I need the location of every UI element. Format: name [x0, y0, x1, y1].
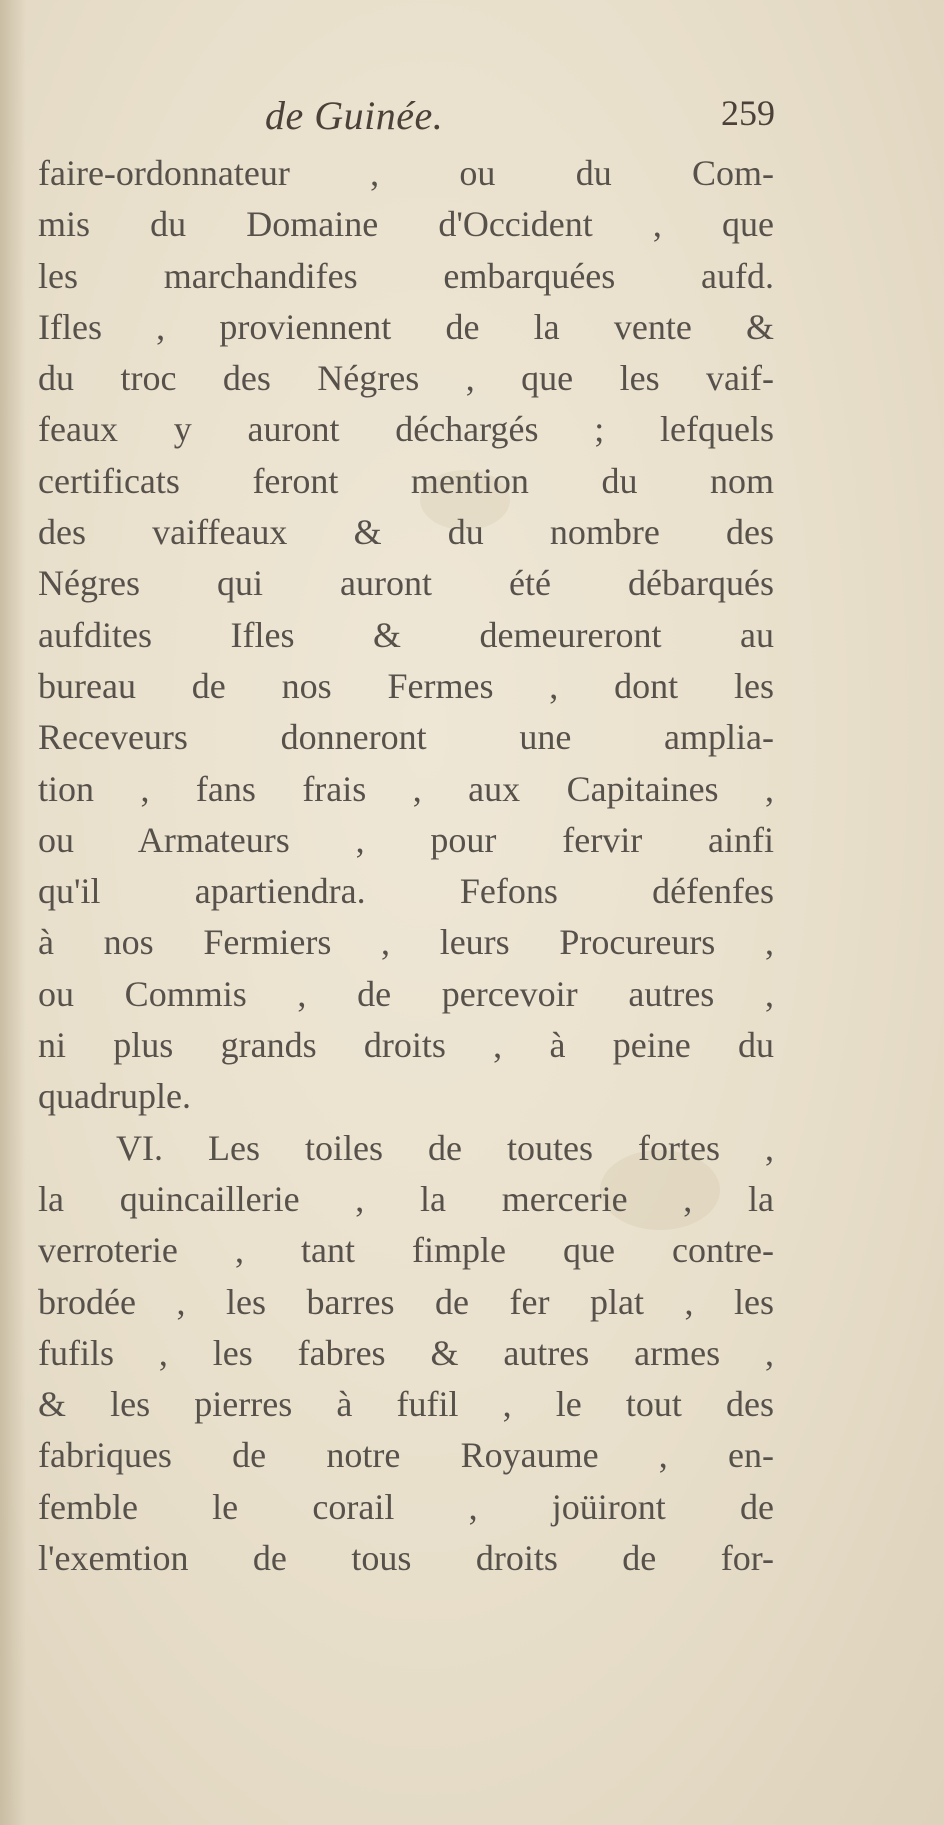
text-line: qu'il apartiendra. Fefons défenfes	[38, 871, 774, 912]
text-line: la quincaillerie , la mercerie , la	[38, 1178, 774, 1219]
text-line: les marchandifes embarquées aufd.	[38, 255, 774, 296]
page-header	[265, 92, 775, 148]
text-line: tion , fans frais , aux Capitaines ,	[38, 768, 774, 809]
text-line: & les pierres à fufil , le tout des	[38, 1384, 774, 1425]
text-line: verroterie , tant fimple que contre-	[38, 1230, 774, 1271]
text-line: brodée , les barres de fer plat , les	[38, 1281, 774, 1322]
text-line: bureau de nos Fermes , dont les	[38, 665, 774, 706]
text-line: ou Commis , de percevoir autres ,	[38, 973, 774, 1014]
text-line: certificats feront mention du nom	[38, 460, 774, 501]
text-line: l'exemtion de tous droits de for-	[38, 1538, 774, 1579]
text-line: quadruple.	[38, 1076, 191, 1117]
running-title: de Guinée.	[265, 93, 444, 138]
page-number: 259	[721, 93, 775, 133]
text-line: fabriques de notre Royaume , en-	[38, 1435, 774, 1476]
body-text	[38, 148, 774, 1584]
text-line: ou Armateurs , pour fervir ainfi	[38, 819, 774, 860]
text-line: faire-ordonnateur , ou du Com-	[38, 153, 774, 193]
text-line: mis du Domaine d'Occident , que	[38, 204, 774, 245]
text-line: du troc des Négres , que les vaif-	[38, 358, 774, 399]
text-line: aufdites Ifles & demeureront au	[38, 614, 774, 655]
text-line: fufils , les fabres & autres armes ,	[38, 1332, 774, 1373]
text-line: à nos Fermiers , leurs Procureurs ,	[38, 922, 774, 963]
page-gutter-shadow	[0, 0, 26, 1825]
text-line: Receveurs donneront une amplia-	[38, 717, 774, 758]
section-heading-line: VI. Les toiles de toutes fortes ,	[116, 1127, 774, 1168]
text-line: femble le corail , joüiront de	[38, 1486, 774, 1527]
text-line: feaux y auront déchargés ; lefquels	[38, 409, 774, 450]
text-line: ni plus grands droits , à peine du	[38, 1025, 774, 1066]
text-line: Ifles , proviennent de la vente &	[38, 306, 774, 347]
text-line: des vaiffeaux & du nombre des	[38, 512, 774, 553]
text-line: Négres qui auront été débarqués	[38, 563, 774, 604]
